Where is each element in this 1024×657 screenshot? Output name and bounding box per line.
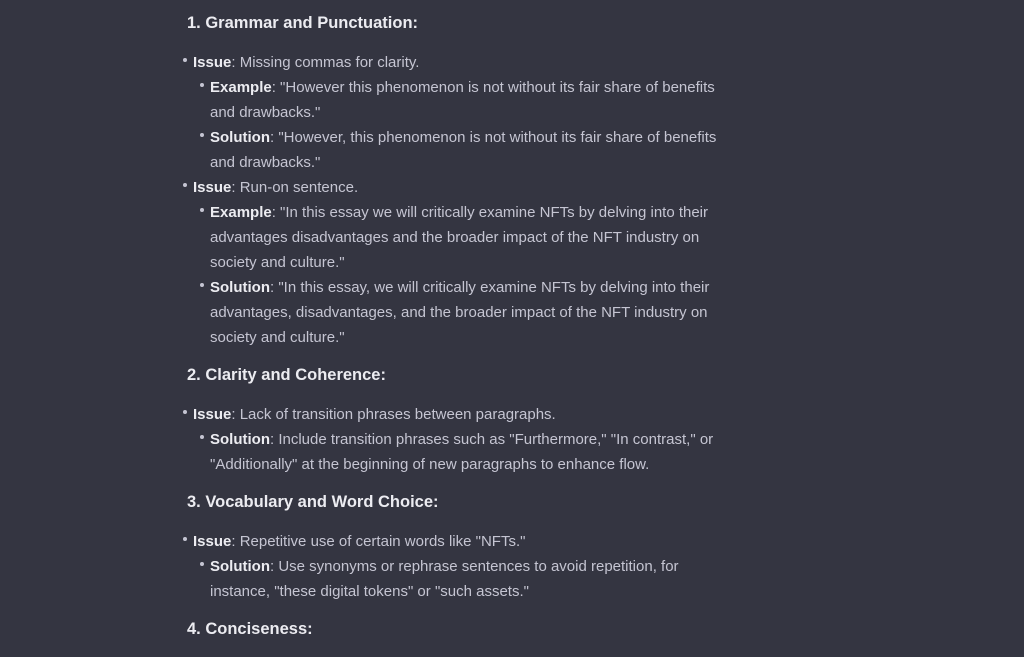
item-text: : Missing commas for clarity.	[231, 54, 420, 71]
list-item-solution	[210, 275, 740, 350]
list-item-issue	[193, 175, 740, 350]
item-label: Example	[210, 79, 272, 96]
list-item-solution	[210, 427, 740, 477]
item-text: : Repetitive use of certain words like "NFTs."	[231, 533, 526, 550]
item-text: : Include transition phrases such as "Furthermore," "In contrast," or "Additionally" at the beginning of new paragraphs to enhance flow.	[210, 431, 714, 473]
item-label: Example	[210, 204, 272, 221]
item-text: : Use synonyms or rephrase sentences to avoid repetition, for instance, "these digital tokens" or "such assets."	[210, 558, 679, 600]
item-label: Solution	[210, 279, 270, 296]
sub-list	[210, 427, 740, 477]
list-item-example	[210, 75, 740, 125]
item-text: : "However this phenomenon is not without its fair share of benefits and drawbacks."	[210, 79, 715, 121]
list-item-example	[210, 200, 740, 275]
section-heading-grammar-punctuation: 1. Grammar and Punctuation:	[187, 14, 419, 32]
item-text: : "In this essay, we will critically examine NFTs by delving into their advantages, disadvantages, and the broader impact of the NFT industry on society and culture."	[210, 279, 710, 346]
list-item-issue	[193, 402, 740, 477]
item-label: Solution	[210, 431, 270, 448]
sub-list	[210, 200, 740, 350]
item-text: : Run-on sentence.	[231, 179, 359, 196]
section-heading-vocabulary-word-choice: 3. Vocabulary and Word Choice:	[187, 493, 439, 511]
item-text: : "However, this phenomenon is not without its fair share of benefits and drawbacks."	[210, 129, 717, 171]
sub-list	[210, 75, 740, 175]
section-heading-conciseness: 4. Conciseness:	[187, 620, 313, 638]
item-text: : Lack of transition phrases between paragraphs.	[231, 406, 556, 423]
issue-list	[193, 529, 740, 604]
item-label: Issue	[193, 54, 232, 71]
issue-list	[193, 402, 740, 477]
list-item-solution	[210, 125, 740, 175]
issue-list	[193, 50, 740, 350]
list-item-issue	[193, 50, 740, 175]
item-label: Issue	[193, 179, 232, 196]
assistant-message	[187, 13, 740, 656]
item-text: : "In this essay we will critically examine NFTs by delving into their advantages disadvantages and the broader impact of the NFT industry on society and culture."	[210, 204, 709, 271]
sub-list	[210, 554, 740, 604]
item-label: Solution	[210, 129, 270, 146]
item-label: Issue	[193, 406, 232, 423]
item-label: Issue	[193, 533, 232, 550]
list-item-issue	[193, 529, 740, 604]
list-item-solution	[210, 554, 740, 604]
section-heading-clarity-coherence: 2. Clarity and Coherence:	[187, 366, 386, 384]
item-label: Solution	[210, 558, 270, 575]
